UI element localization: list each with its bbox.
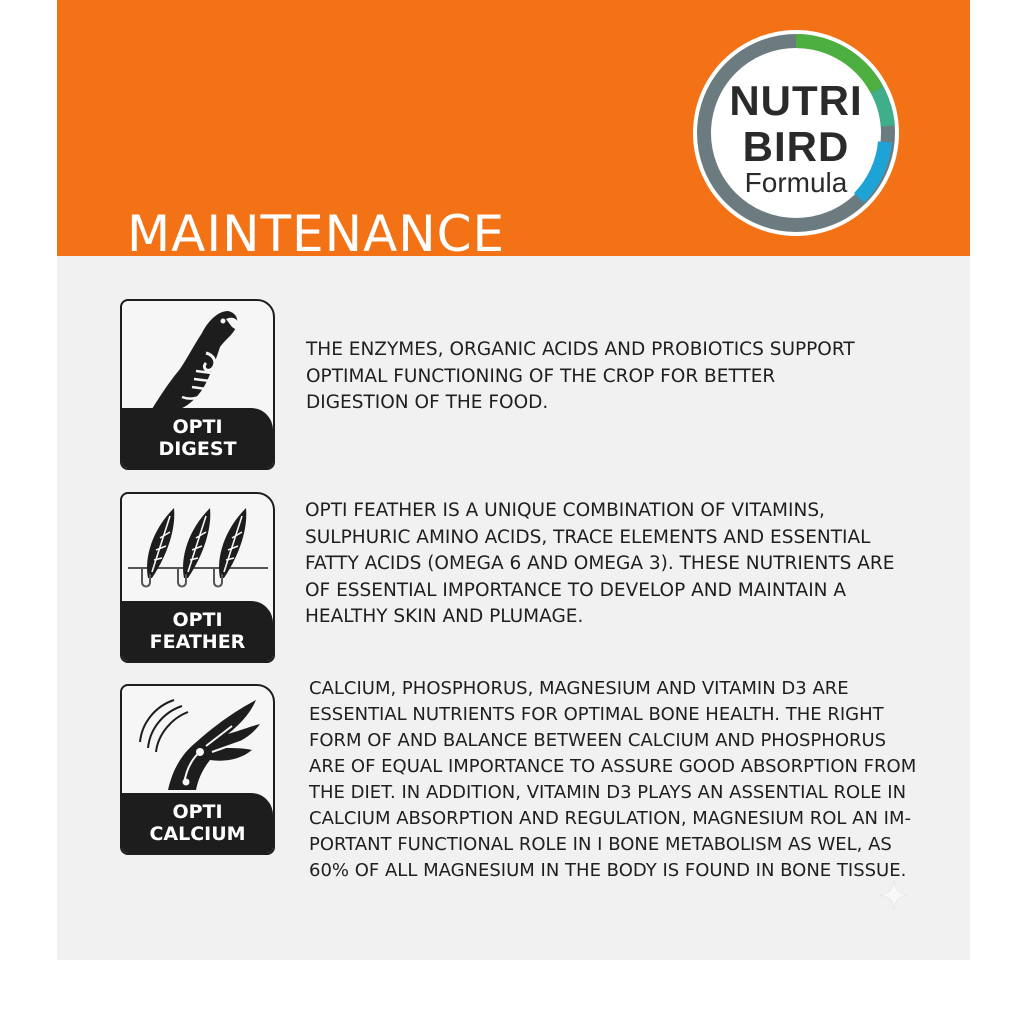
- orange-header: [57, 0, 970, 263]
- opti-feather-label-line2: FEATHER: [149, 631, 246, 653]
- text-line: THE DIET. IN ADDITION, VITAMIN D3 PLAYS AN ASSENTIAL ROLE IN: [309, 782, 907, 803]
- section-title: MAINTENANCE: [127, 205, 506, 263]
- opti-digest-label-line2: DIGEST: [158, 438, 237, 460]
- nutri-bird-logo: [689, 22, 903, 244]
- text-line: CALCIUM ABSORPTION AND REGULATION, MAGNESIUM ROL AN IM-: [309, 808, 912, 829]
- text-line: SULPHURIC AMINO ACIDS, TRACE ELEMENTS AND ESSENTIAL: [305, 526, 871, 548]
- opti-feather-badge: [120, 492, 275, 663]
- text-line: HEALTHY SKIN AND PLUMAGE.: [305, 606, 584, 627]
- logo-line-2: BIRD: [742, 123, 850, 170]
- logo-line-1: NUTRI: [729, 77, 863, 124]
- text-line: PORTANT FUNCTIONAL ROLE IN I BONE METABOLISM AS WEL, AS: [309, 834, 892, 855]
- text-line: OF ESSENTIAL IMPORTANCE TO DEVELOP AND MAINTAIN A: [305, 579, 847, 601]
- opti-calcium-label-line2: CALCIUM: [149, 823, 246, 845]
- opti-calcium-label: [122, 793, 273, 853]
- wing-bone-icon: [122, 686, 273, 798]
- text-line: OPTIMAL FUNCTIONING OF THE CROP FOR BETTER: [306, 365, 776, 387]
- text-line: THE ENZYMES, ORGANIC ACIDS AND PROBIOTICS SUPPORT: [306, 339, 855, 360]
- text-line: CALCIUM, PHOSPHORUS, MAGNESIUM AND VITAMIN D3 ARE: [309, 678, 849, 699]
- text-line: OPTI FEATHER IS A UNIQUE COMBINATION OF VITAMINS,: [305, 500, 825, 521]
- opti-digest-badge: [120, 299, 275, 470]
- text-line: FATTY ACIDS (OMEGA 6 AND OMEGA 3). THESE NUTRIENTS ARE: [305, 553, 895, 574]
- text-line: FORM OF AND BALANCE BETWEEN CALCIUM AND PHOSPHORUS: [309, 730, 887, 751]
- opti-feather-label-line1: OPTI: [172, 609, 223, 631]
- logo-line-3: Formula: [744, 167, 848, 198]
- opti-digest-label-line1: OPTI: [172, 416, 223, 438]
- opti-calcium-label-line1: OPTI: [172, 801, 223, 823]
- opti-calcium-description: [309, 676, 916, 884]
- text-line: ARE OF EQUAL IMPORTANCE TO ASSURE GOOD ABSORPTION FROM: [309, 756, 917, 777]
- text-line: ESSENTIAL NUTRIENTS FOR OPTIMAL BONE HEALTH. THE RIGHT: [309, 704, 884, 725]
- opti-digest-description: [306, 337, 855, 417]
- product-info-sheet: [57, 0, 970, 960]
- text-line: 60% OF ALL MAGNESIUM IN THE BODY IS FOUND IN BONE TISSUE.: [309, 860, 907, 881]
- feathers-skin-icon: [122, 494, 273, 606]
- parrot-digestion-icon: [122, 301, 273, 413]
- opti-digest-label: [122, 408, 273, 468]
- sparkle-icon: [879, 880, 909, 910]
- opti-calcium-badge: [120, 684, 275, 855]
- opti-feather-description: [305, 498, 894, 631]
- opti-feather-label: [122, 601, 273, 661]
- text-line: DIGESTION OF THE FOOD.: [306, 392, 549, 413]
